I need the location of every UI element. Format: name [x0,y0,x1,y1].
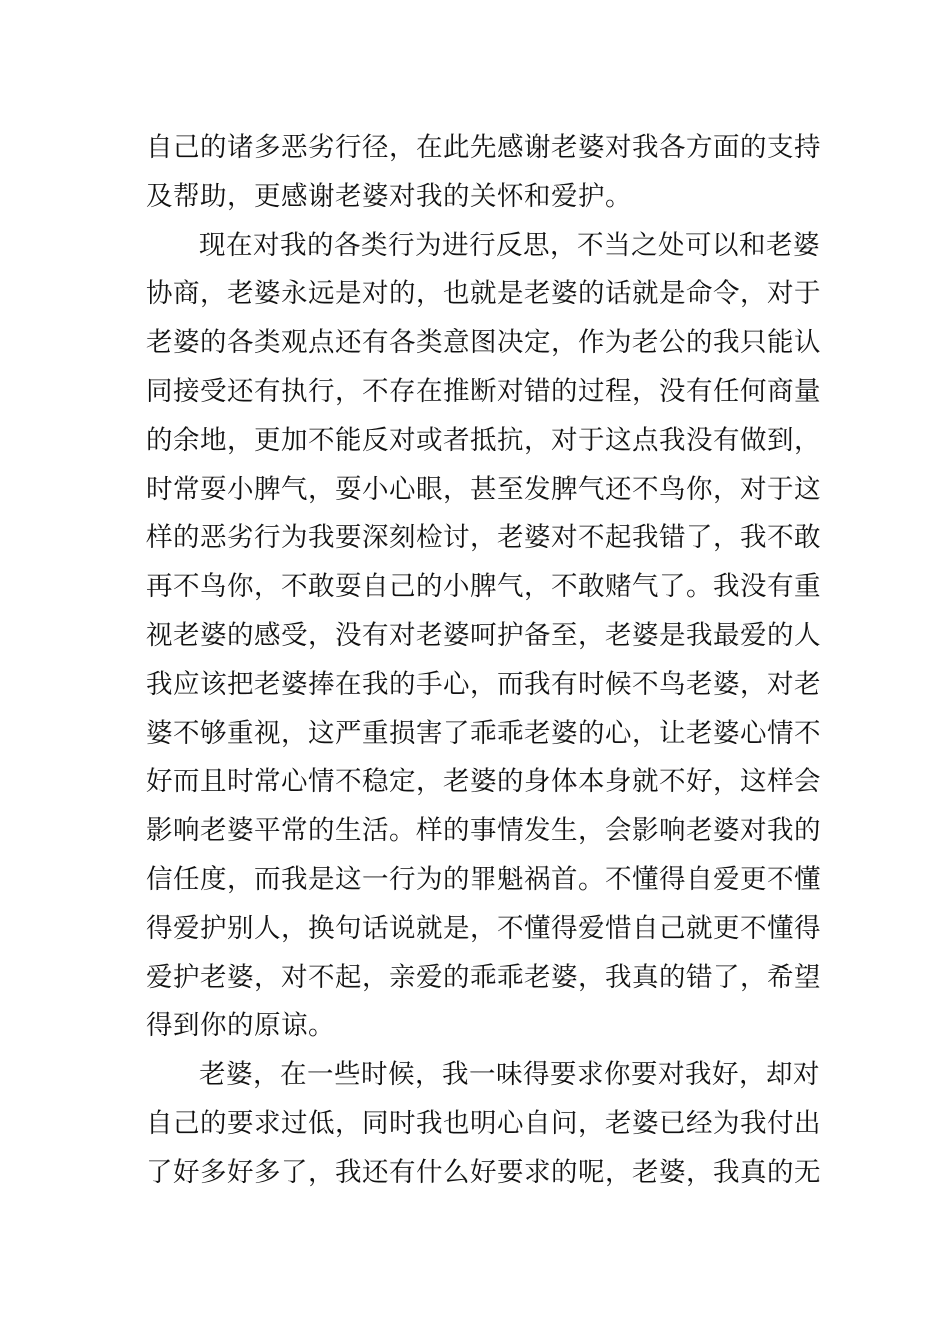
text-line: 婆不够重视，这严重损害了乖乖老婆的心，让老婆心情不 [146,717,821,749]
text-line: 同接受还有执行，不存在推断对错的过程，没有任何商量 [146,375,821,407]
text-line: 自己的要求过低，同时我也明心自问，老婆已经为我付出 [146,1107,821,1139]
paragraph [146,124,821,222]
text-line: 的余地，更加不能反对或者抵抗，对于这点我没有做到， [146,424,821,456]
text-line: 及帮助，更感谢老婆对我的关怀和爱护。 [146,180,632,212]
text-line: 时常耍小脾气，耍小心眼，甚至发脾气还不鸟你，对于这 [146,473,821,505]
text-line: 自己的诸多恶劣行径，在此先感谢老婆对我各方面的支持 [146,132,821,163]
text-line: 爱护老婆，对不起，亲爱的乖乖老婆，我真的错了，希望 [146,961,821,993]
paragraph [146,222,821,1052]
text-line: 得爱护别人，换句话说就是，不懂得爱惜自己就更不懂得 [146,912,821,944]
text-line: 我应该把老婆捧在我的手心，而我有时候不鸟老婆，对老 [146,668,821,700]
text-line: 得到你的原谅。 [146,1010,335,1042]
text-line: 现在对我的各类行为进行反思，不当之处可以和老婆 [199,229,820,261]
text-line: 再不鸟你，不敢耍自己的小脾气，不敢赌气了。我没有重 [146,571,821,603]
text-line: 老婆，在一些时候，我一味得要求你要对我好，却对 [199,1059,820,1091]
text-line: 样的恶劣行为我要深刻检讨，老婆对不起我错了，我不敢 [146,522,821,554]
text-line: 信任度，而我是这一行为的罪魁祸首。不懂得自爱更不懂 [146,863,821,895]
document-body [146,124,821,1198]
text-line: 视老婆的感受，没有对老婆呵护备至，老婆是我最爱的人 [146,619,821,651]
text-line: 老婆的各类观点还有各类意图决定，作为老公的我只能认 [146,327,821,359]
text-line: 影响老婆平常的生活。样的事情发生，会影响老婆对我的 [146,815,821,847]
text-line: 了好多好多了，我还有什么好要求的呢，老婆，我真的无 [146,1156,821,1188]
text-line: 协商，老婆永远是对的，也就是老婆的话就是命令，对于 [146,278,821,310]
text-line: 好而且时常心情不稳定，老婆的身体本身就不好，这样会 [146,766,821,798]
paragraph [146,1051,821,1197]
